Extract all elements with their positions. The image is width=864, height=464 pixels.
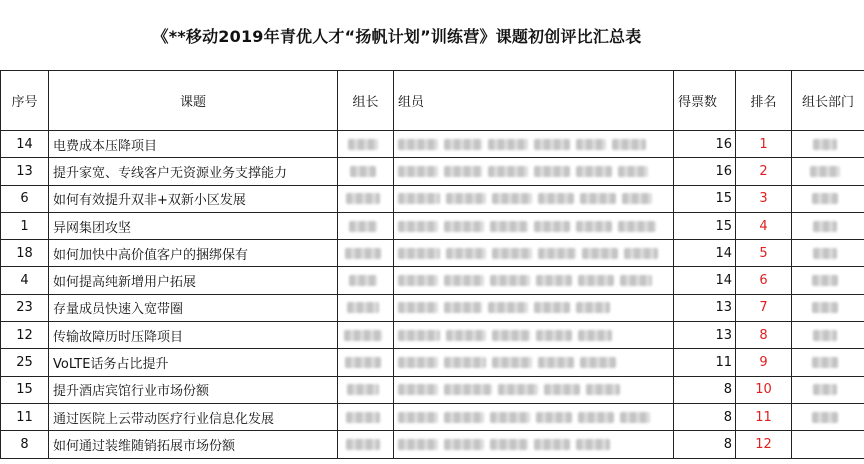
redacted-mark <box>490 275 530 286</box>
redacted-mark <box>398 330 440 341</box>
cell-no[interactable]: 25 <box>1 349 49 376</box>
header-row <box>1 71 864 131</box>
redacted-mark <box>346 412 380 423</box>
cell-no[interactable]: 13 <box>1 158 49 185</box>
cell-topic[interactable]: 如何提高纯新增用户拓展 <box>49 267 338 294</box>
redacted-mark <box>488 302 528 313</box>
table-row[interactable] <box>1 322 864 349</box>
cell-members-redacted[interactable] <box>394 185 674 212</box>
redacted-mark <box>544 384 580 395</box>
redacted-mark <box>612 139 646 150</box>
table-row[interactable] <box>1 131 864 158</box>
cell-topic[interactable]: VoLTE话务占比提升 <box>49 349 338 376</box>
redacted-mark <box>349 221 377 232</box>
redacted-mark <box>586 384 620 395</box>
cell-no[interactable]: 4 <box>1 267 49 294</box>
redacted-mark <box>536 412 572 423</box>
cell-dept-redacted[interactable] <box>792 158 864 185</box>
header-members[interactable]: 组员 <box>394 71 674 131</box>
table-row[interactable] <box>1 158 864 185</box>
redacted-mark <box>576 439 610 450</box>
header-leader[interactable]: 组长 <box>338 71 394 131</box>
header-dept[interactable]: 组长部门 <box>792 71 864 131</box>
cell-rank[interactable]: 9 <box>736 349 792 376</box>
cell-rank[interactable]: 1 <box>736 131 792 158</box>
cell-dept-redacted[interactable] <box>792 267 864 294</box>
cell-rank[interactable]: 11 <box>736 403 792 430</box>
redacted-mark <box>398 302 438 313</box>
table-row[interactable] <box>1 267 864 294</box>
table-row[interactable] <box>1 294 864 321</box>
redacted-mark <box>398 439 438 450</box>
redacted-mark <box>444 302 482 313</box>
cell-rank[interactable]: 2 <box>736 158 792 185</box>
cell-votes[interactable]: 16 <box>674 131 736 158</box>
summary-table <box>0 70 864 459</box>
cell-dept-redacted[interactable] <box>792 349 864 376</box>
redacted-mark <box>812 193 838 204</box>
table-row[interactable] <box>1 212 864 239</box>
redacted-mark <box>622 193 652 204</box>
redacted-mark <box>444 166 482 177</box>
table-row[interactable] <box>1 185 864 212</box>
redacted-mark <box>534 221 570 232</box>
cell-no[interactable]: 15 <box>1 376 49 403</box>
cell-members-redacted[interactable] <box>394 376 674 403</box>
redacted-mark <box>813 384 837 395</box>
cell-rank[interactable]: 3 <box>736 185 792 212</box>
cell-members-redacted[interactable] <box>394 131 674 158</box>
table-row[interactable] <box>1 376 864 403</box>
redacted-mark <box>349 275 377 286</box>
redacted-mark <box>576 166 612 177</box>
redacted-mark <box>580 357 616 368</box>
cell-leader-redacted[interactable] <box>338 431 394 458</box>
cell-votes[interactable]: 11 <box>674 349 736 376</box>
cell-no[interactable]: 8 <box>1 431 49 458</box>
redacted-mark <box>538 193 574 204</box>
cell-dept-redacted[interactable] <box>792 403 864 430</box>
cell-votes[interactable]: 8 <box>674 431 736 458</box>
cell-leader-redacted[interactable] <box>338 158 394 185</box>
table-row[interactable] <box>1 240 864 267</box>
cell-topic[interactable]: 如何加快中高价值客户的捆绑保有 <box>49 240 338 267</box>
cell-no[interactable]: 14 <box>1 131 49 158</box>
redacted-mark <box>446 330 486 341</box>
redacted-mark <box>492 330 530 341</box>
cell-leader-redacted[interactable] <box>338 212 394 239</box>
cell-votes[interactable]: 8 <box>674 376 736 403</box>
cell-topic[interactable]: 如何通过装维随销拓展市场份额 <box>49 431 338 458</box>
cell-dept-redacted[interactable] <box>792 322 864 349</box>
cell-leader-redacted[interactable] <box>338 131 394 158</box>
cell-rank[interactable]: 8 <box>736 322 792 349</box>
cell-members-redacted[interactable] <box>394 349 674 376</box>
redacted-mark <box>620 275 652 286</box>
cell-rank[interactable]: 6 <box>736 267 792 294</box>
redacted-mark <box>345 357 381 368</box>
redacted-mark <box>534 166 570 177</box>
cell-leader-redacted[interactable] <box>338 349 394 376</box>
redacted-mark <box>444 357 486 368</box>
cell-dept-redacted[interactable] <box>792 431 864 458</box>
redacted-mark <box>810 166 840 177</box>
redacted-mark <box>444 275 484 286</box>
redacted-mark <box>398 193 440 204</box>
cell-rank[interactable]: 12 <box>736 431 792 458</box>
redacted-mark <box>347 384 379 395</box>
cell-leader-redacted[interactable] <box>338 294 394 321</box>
cell-votes[interactable]: 14 <box>674 267 736 294</box>
redacted-mark <box>398 248 440 259</box>
redacted-mark <box>813 248 837 259</box>
table-row[interactable] <box>1 349 864 376</box>
cell-no[interactable]: 12 <box>1 322 49 349</box>
redacted-mark <box>398 275 438 286</box>
cell-members-redacted[interactable] <box>394 212 674 239</box>
redacted-mark <box>618 166 648 177</box>
header-votes[interactable]: 得票数 <box>674 71 736 131</box>
redacted-mark <box>620 412 650 423</box>
redacted-mark <box>498 384 538 395</box>
cell-rank[interactable]: 10 <box>736 376 792 403</box>
cell-topic[interactable]: 电费成本压降项目 <box>49 131 338 158</box>
redacted-mark <box>812 302 838 313</box>
header-rank[interactable]: 排名 <box>736 71 792 131</box>
header-topic[interactable]: 课题 <box>49 71 338 131</box>
redacted-mark <box>446 193 486 204</box>
cell-leader-redacted[interactable] <box>338 240 394 267</box>
cell-no[interactable]: 6 <box>1 185 49 212</box>
cell-no[interactable]: 1 <box>1 212 49 239</box>
cell-votes[interactable]: 14 <box>674 240 736 267</box>
redacted-mark <box>492 193 532 204</box>
redacted-mark <box>398 221 438 232</box>
redacted-mark <box>346 439 380 450</box>
cell-members-redacted[interactable] <box>394 431 674 458</box>
cell-rank[interactable]: 4 <box>736 212 792 239</box>
cell-dept-redacted[interactable] <box>792 185 864 212</box>
redacted-mark <box>490 439 528 450</box>
redacted-mark <box>576 139 606 150</box>
redacted-mark <box>813 330 837 341</box>
redacted-mark <box>444 221 484 232</box>
cell-no[interactable]: 18 <box>1 240 49 267</box>
redacted-mark <box>576 302 610 313</box>
redacted-mark <box>398 384 438 395</box>
redacted-mark <box>490 221 528 232</box>
cell-no[interactable]: 23 <box>1 294 49 321</box>
cell-topic[interactable]: 传输故障历时压降项目 <box>49 322 338 349</box>
cell-leader-redacted[interactable] <box>338 403 394 430</box>
cell-members-redacted[interactable] <box>394 240 674 267</box>
redacted-mark <box>538 357 574 368</box>
cell-topic[interactable]: 提升酒店宾馆行业市场份额 <box>49 376 338 403</box>
sheet-title: 《**移动2019年青优人才“扬帆计划”训练营》课题初创评比汇总表 <box>152 26 642 46</box>
redacted-mark <box>538 248 576 259</box>
table-row[interactable] <box>1 431 864 458</box>
cell-no[interactable]: 11 <box>1 403 49 430</box>
cell-members-redacted[interactable] <box>394 267 674 294</box>
redacted-mark <box>576 221 612 232</box>
redacted-mark <box>813 221 837 232</box>
redacted-mark <box>492 357 532 368</box>
cell-members-redacted[interactable] <box>394 158 674 185</box>
redacted-mark <box>444 384 492 395</box>
redacted-mark <box>618 221 656 232</box>
redacted-mark <box>578 275 614 286</box>
redacted-mark <box>398 166 438 177</box>
cell-leader-redacted[interactable] <box>338 376 394 403</box>
cell-topic[interactable]: 异网集团攻坚 <box>49 212 338 239</box>
redacted-mark <box>534 439 570 450</box>
cell-votes[interactable]: 16 <box>674 158 736 185</box>
title-cell[interactable] <box>0 0 864 71</box>
redacted-mark <box>492 248 532 259</box>
cell-dept-redacted[interactable] <box>792 131 864 158</box>
redacted-mark <box>490 412 530 423</box>
cell-votes[interactable]: 13 <box>674 294 736 321</box>
redacted-mark <box>346 193 380 204</box>
cell-dept-redacted[interactable] <box>792 376 864 403</box>
redacted-mark <box>582 248 618 259</box>
cell-dept-redacted[interactable] <box>792 212 864 239</box>
redacted-mark <box>444 139 482 150</box>
redacted-mark <box>345 248 381 259</box>
cell-dept-redacted[interactable] <box>792 240 864 267</box>
cell-dept-redacted[interactable] <box>792 294 864 321</box>
cell-leader-redacted[interactable] <box>338 322 394 349</box>
cell-members-redacted[interactable] <box>394 322 674 349</box>
cell-topic[interactable]: 通过医院上云带动医疗行业信息化发展 <box>49 403 338 430</box>
redacted-mark <box>444 439 484 450</box>
cell-votes[interactable]: 8 <box>674 403 736 430</box>
cell-members-redacted[interactable] <box>394 403 674 430</box>
redacted-mark <box>534 302 570 313</box>
cell-members-redacted[interactable] <box>394 294 674 321</box>
cell-topic[interactable]: 提升家宽、专线客户无资源业务支撑能力 <box>49 158 338 185</box>
redacted-mark <box>398 357 438 368</box>
table-row[interactable] <box>1 403 864 430</box>
redacted-mark <box>812 275 838 286</box>
redacted-mark <box>578 330 612 341</box>
redacted-mark <box>488 139 528 150</box>
redacted-mark <box>578 412 614 423</box>
redacted-mark <box>536 330 572 341</box>
redacted-mark <box>344 330 382 341</box>
redacted-mark <box>398 139 438 150</box>
redacted-mark <box>813 139 837 150</box>
redacted-mark <box>536 275 572 286</box>
redacted-mark <box>534 139 570 150</box>
redacted-mark <box>347 302 379 313</box>
redacted-mark <box>580 193 616 204</box>
cell-topic[interactable]: 如何有效提升双非+双新小区发展 <box>49 185 338 212</box>
cell-votes[interactable]: 13 <box>674 322 736 349</box>
redacted-mark <box>812 357 838 368</box>
cell-votes[interactable]: 15 <box>674 185 736 212</box>
redacted-mark <box>398 412 438 423</box>
redacted-mark <box>444 412 484 423</box>
cell-leader-redacted[interactable] <box>338 267 394 294</box>
redacted-mark <box>488 166 528 177</box>
redacted-mark <box>624 248 658 259</box>
cell-topic[interactable]: 存量成员快速入宽带圈 <box>49 294 338 321</box>
redacted-mark <box>812 412 838 423</box>
redacted-mark <box>348 139 378 150</box>
redacted-mark <box>350 166 376 177</box>
cell-rank[interactable]: 5 <box>736 240 792 267</box>
header-no[interactable]: 序号 <box>1 71 49 131</box>
cell-votes[interactable]: 15 <box>674 212 736 239</box>
cell-leader-redacted[interactable] <box>338 185 394 212</box>
cell-rank[interactable]: 7 <box>736 294 792 321</box>
redacted-mark <box>446 248 486 259</box>
